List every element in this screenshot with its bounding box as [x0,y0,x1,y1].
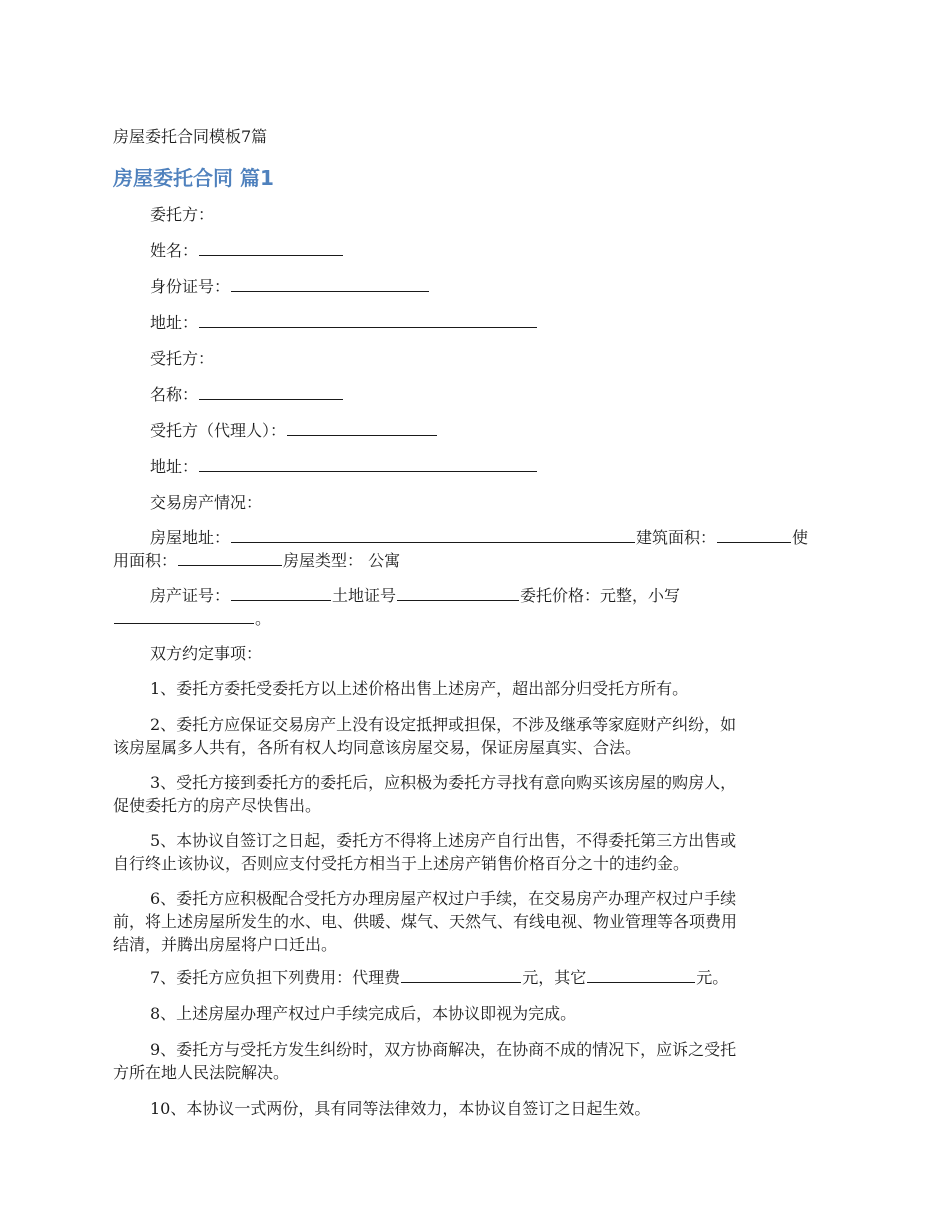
term-item-5: 5、本协议自签订之日起，委托方不得将上述房产自行出售，不得委托第三方出售或 自行终止该协议，否则应支付受托方相当于上述房产销售价格百分之十的违约金。 [113,831,737,873]
term-item-9: 9、委托方与受托方发生纠纷时，双方协商解决，在协商不成的情况下，应诉之受托 方所在地人民法院解决。 [113,1040,737,1082]
client-id-row: 身份证号： [113,275,839,298]
agent-address-blank[interactable] [199,455,537,472]
agency-fee-blank[interactable] [401,966,521,983]
section-heading: 房屋委托合同 篇1 [113,166,274,190]
property-address-blank[interactable] [231,526,635,543]
term-item-8: 8、上述房屋办理产权过户手续完成后，本协议即视为完成。 [150,1004,577,1023]
term-item-7: 7、委托方应负担下列费用：代理费 元，其它 元。 [150,968,729,987]
client-name-row: 姓名： [113,239,839,262]
other-fee-blank[interactable] [587,966,695,983]
usable-area-blank[interactable] [178,549,282,566]
agent-address-row: 地址： [113,455,839,478]
property-section-label: 交易房产情况： [150,493,263,512]
agent-label: 受托方： [150,349,215,368]
client-label: 委托方： [150,205,215,224]
agent-name-row: 名称： [113,383,839,406]
agent-representative-blank[interactable] [287,419,437,436]
term-item-2: 2、委托方应保证交易房产上没有设定抵押或担保，不涉及继承等家庭财产纠纷，如 该房屋属多人共有，各所有权人均同意该房屋交易，保证房屋真实、合法。 [113,715,737,757]
term-item-6: 6、委托方应积极配合受托方办理房屋产权过户手续，在交易房产办理产权过户手续 前，将上述房屋所发生的水、电、供暖、煤气、天然气、有线电视、物业管理等各项费用 结清，并腾出房屋将户口迁出。 [113,889,738,954]
term-item-10: 10、本协议一式两份，具有同等法律效力，本协议自签订之日起生效。 [150,1099,651,1118]
terms-label: 双方约定事项： [150,644,263,663]
land-cert-blank[interactable] [397,584,519,601]
client-address-row: 地址： [113,311,839,334]
term-item-1: 1、委托方委托受委托方以上述价格出售上述房产，超出部分归受托方所有。 [150,679,689,698]
property-cert-blank[interactable] [231,584,331,601]
agent-representative-row: 受托方（代理人）： [113,419,839,442]
property-type-value: 公寓 [368,551,401,570]
property-address-paragraph: 房屋地址： 建筑面积： 使 用面积： 房屋类型： 公寓 [113,528,809,570]
price-numeric-blank[interactable] [114,607,254,624]
client-name-blank[interactable] [199,239,343,256]
agent-name-blank[interactable] [199,383,343,400]
client-id-blank[interactable] [231,275,429,292]
document-title: 房屋委托合同模板7篇 [113,127,268,146]
building-area-blank[interactable] [717,526,791,543]
client-address-blank[interactable] [199,311,537,328]
property-cert-paragraph: 房产证号： 土地证号 委托价格：元整，小写 。 [113,584,839,630]
term-item-3: 3、受托方接到委托方的委托后，应积极为委托方寻找有意向购买该房屋的购房人， 促使委托方的房产尽快售出。 [113,773,737,815]
